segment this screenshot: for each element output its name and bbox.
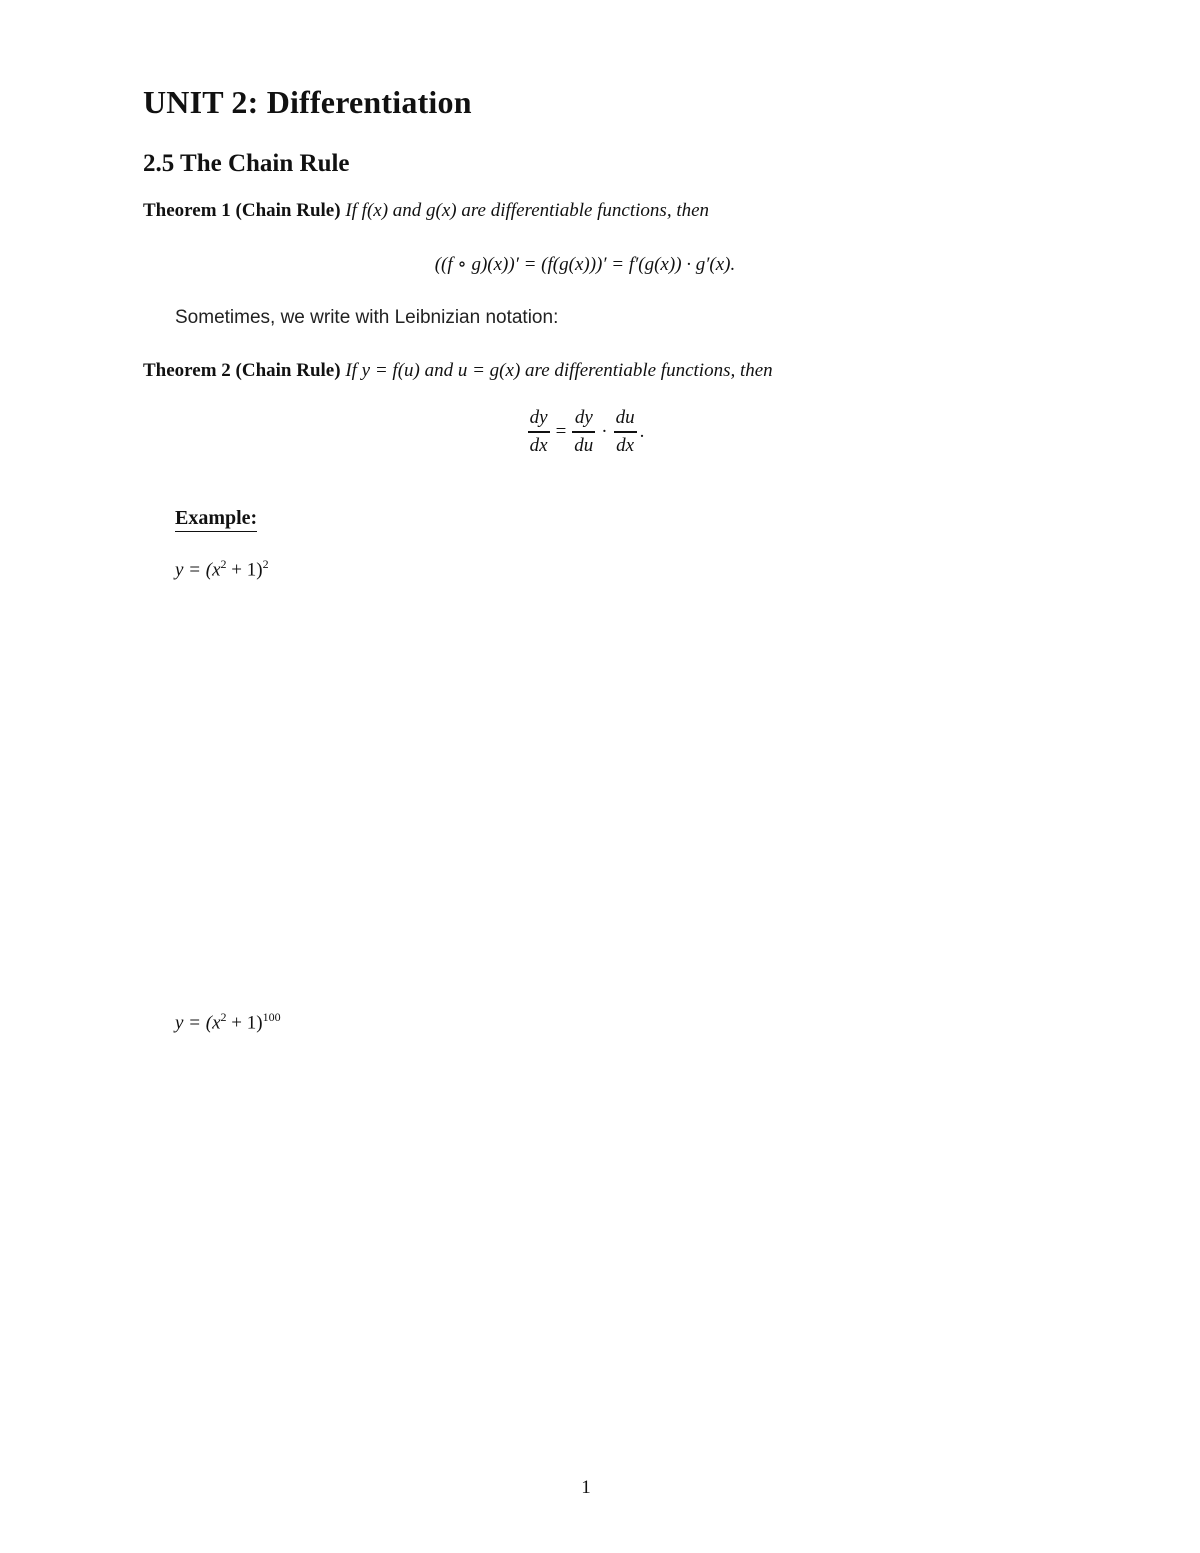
fraction-denominator: dx xyxy=(616,434,635,456)
example-label: Example: xyxy=(175,506,257,532)
outer-exponent: 100 xyxy=(262,1010,281,1024)
expression-middle: + 1) xyxy=(226,559,263,581)
chain-rule-equation-text: ((f ∘ g)(x))′ = (f(g(x)))′ = f′(g(x)) · g′(x). xyxy=(434,254,736,275)
inner-exponent: 2 xyxy=(220,1010,227,1024)
fraction-du-dx xyxy=(614,405,637,459)
fraction-denominator: dx xyxy=(529,434,548,456)
inner-exponent: 2 xyxy=(220,557,227,571)
example-expression-2 xyxy=(175,1010,281,1034)
theorem-1-statement: If f(x) and g(x) are differentiable functions, then xyxy=(345,200,710,221)
equals-sign: = xyxy=(555,420,567,442)
fraction-numerator: dy xyxy=(529,407,548,428)
theorem-2-statement: If y = f(u) and u = g(x) are differentiable functions, then xyxy=(345,360,773,381)
fraction-numerator: du xyxy=(615,407,635,428)
fraction-dy-dx xyxy=(528,405,550,459)
fraction-denominator: du xyxy=(574,434,594,456)
section-title: 2.5 The Chain Rule xyxy=(143,150,350,177)
page-title: UNIT 2: Differentiation xyxy=(143,84,472,120)
fraction-numerator: dy xyxy=(574,407,593,428)
theorem-1 xyxy=(143,200,709,222)
expression-middle: + 1) xyxy=(226,1012,263,1034)
outer-exponent: 2 xyxy=(262,557,269,571)
example-expression-1 xyxy=(175,557,269,581)
fraction-dy-du xyxy=(572,405,595,459)
theorem-2-label: Theorem 2 (Chain Rule) xyxy=(143,360,341,381)
chain-rule-equation xyxy=(0,253,1170,276)
page-number: 1 xyxy=(581,1477,591,1498)
theorem-1-label: Theorem 1 (Chain Rule) xyxy=(143,200,341,221)
theorem-2 xyxy=(143,360,773,382)
expression-base: y = (x xyxy=(175,559,221,581)
multiply-dot: · xyxy=(601,420,608,442)
leibniz-note: Sometimes, we write with Leibnizian notation: xyxy=(175,307,559,328)
period: . xyxy=(639,420,645,442)
expression-base: y = (x xyxy=(175,1012,221,1034)
leibniz-equation xyxy=(0,405,1172,459)
